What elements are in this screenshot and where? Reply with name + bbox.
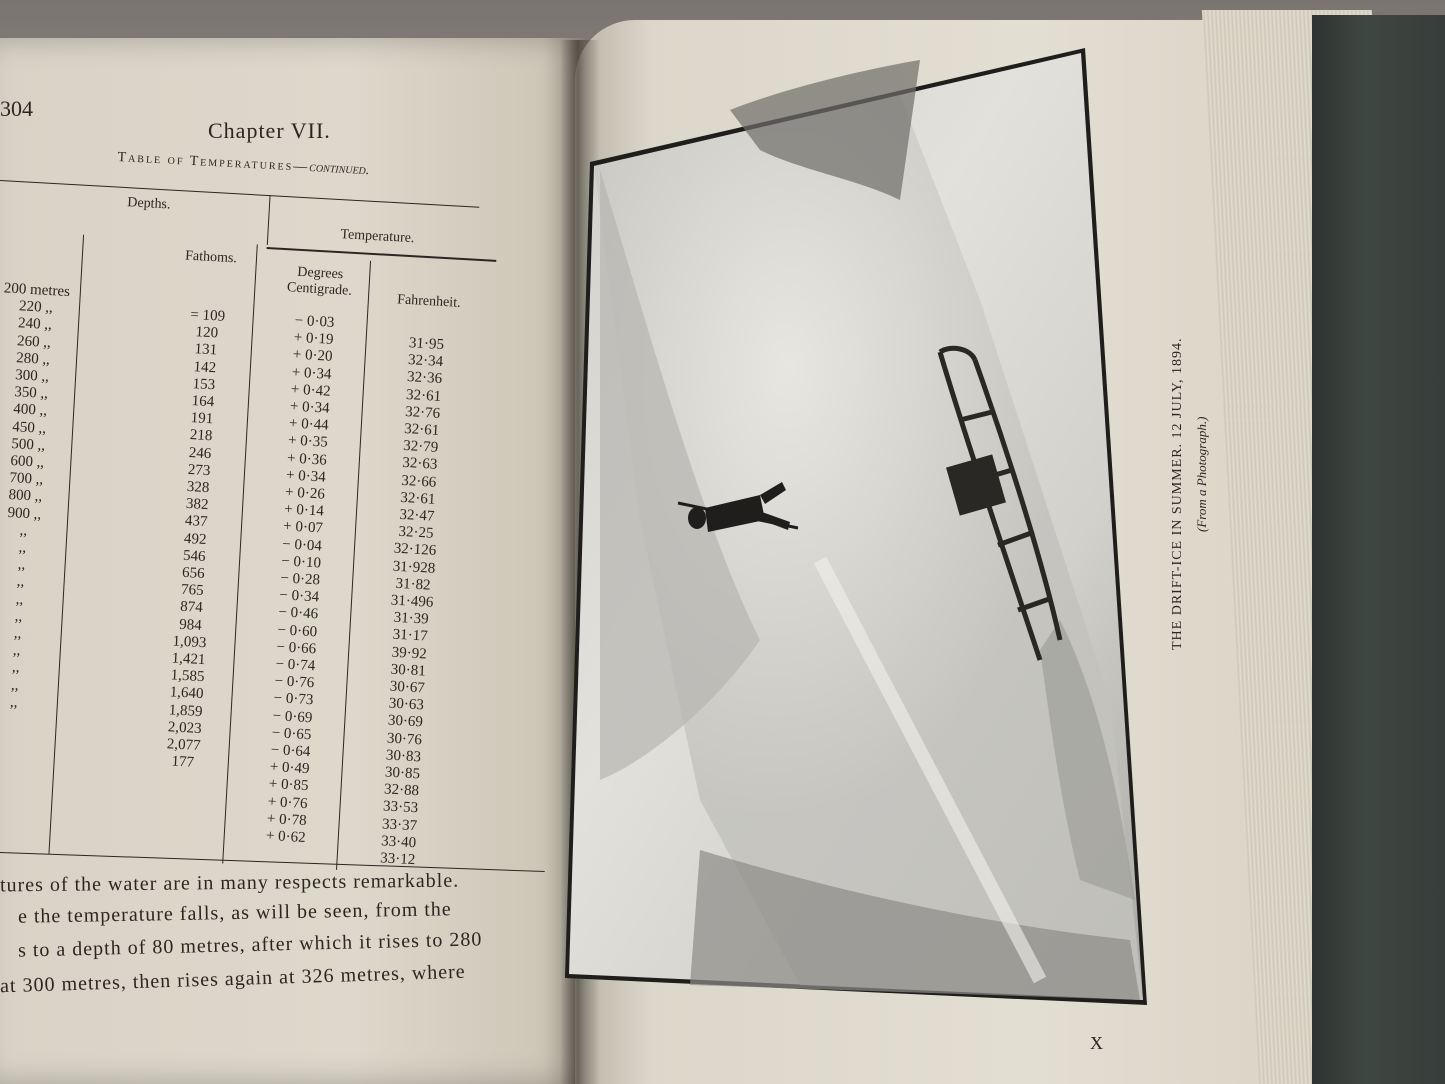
table-title-text: Table of Temperatures—	[117, 150, 310, 176]
paragraph-line: tures of the water are in many respects remarkable.	[0, 869, 460, 897]
centigrade-cell: − 0·69	[272, 707, 313, 726]
paragraph-line: e the temperature falls, as will be seen, from the	[17, 898, 452, 928]
book-gutter	[560, 40, 600, 1084]
header-temperature: Temperature.	[340, 227, 415, 247]
fathoms-cell: 437	[184, 513, 208, 531]
fathoms-cell: 765	[180, 581, 205, 600]
metres-cell: 500 ,,	[10, 435, 46, 454]
fathoms-cell: 131	[194, 341, 218, 359]
centigrade-cell: − 0·74	[275, 656, 316, 675]
centigrade-cell: + 0·78	[266, 810, 308, 829]
fahrenheit-cell: 30·69	[387, 712, 424, 731]
page-number: 304	[0, 96, 33, 121]
fathoms-cell: 1,093	[172, 633, 207, 652]
fahrenheit-cell: 32·63	[401, 455, 438, 474]
centigrade-cell: − 0·64	[270, 742, 311, 761]
fathoms-cell: 153	[192, 375, 216, 394]
centigrade-cell: − 0·10	[280, 553, 322, 572]
centigrade-cell: − 0·60	[277, 621, 318, 640]
metres-cell: ,,	[9, 694, 19, 711]
fathoms-cell: 2,023	[167, 719, 202, 737]
header-degrees-centigrade: Degrees Centigrade.	[286, 264, 353, 299]
fathoms-cell: 382	[185, 496, 209, 514]
fahrenheit-cell: 32·126	[393, 540, 437, 560]
metres-cell: 220 ,,	[18, 298, 54, 317]
fathoms-cell: 218	[189, 427, 213, 445]
fahrenheit-cell: 33·37	[381, 815, 418, 834]
centigrade-cell: + 0·20	[292, 347, 333, 366]
metres-cell: ,,	[16, 573, 25, 591]
centigrade-cell: + 0·34	[289, 398, 331, 417]
fathoms-cell: 1,859	[168, 701, 203, 720]
metres-cell: ,,	[13, 625, 22, 642]
fahrenheit-cell: 32·36	[406, 369, 443, 388]
paragraph-line: at 300 metres, then rises again at 326 metres, where	[0, 960, 466, 998]
fahrenheit-cell: 32·61	[399, 489, 436, 508]
temperature-table	[0, 180, 519, 888]
metres-cell: ,,	[19, 522, 28, 539]
fathoms-cell: 177	[171, 753, 195, 771]
centigrade-cell: + 0·26	[284, 484, 326, 503]
fathoms-cell: 191	[190, 410, 214, 428]
centigrade-cell: − 0·76	[274, 673, 315, 692]
plate-mark: X	[1090, 1033, 1103, 1053]
fahrenheit-cell: 33·40	[380, 833, 417, 852]
centigrade-cell: + 0·34	[291, 364, 332, 383]
centigrade-cell: + 0·19	[293, 329, 334, 349]
paragraph-line: s to a depth of 80 metres, after which it rises to 280	[17, 928, 483, 962]
centigrade-cell: + 0·34	[285, 467, 327, 486]
fathoms-cell: 328	[186, 478, 210, 497]
metres-cell: ,,	[17, 556, 26, 574]
centigrade-cell: + 0·42	[290, 381, 332, 400]
centigrade-cell: − 0·04	[281, 535, 323, 555]
fathoms-cell: 1,421	[171, 650, 206, 669]
centigrade-cell: + 0·49	[269, 759, 310, 778]
centigrade-cell: + 0·14	[283, 501, 325, 520]
fahrenheit-cell: 32·47	[398, 506, 435, 525]
fahrenheit-cell: 31·39	[393, 609, 430, 628]
metres-cell: 600 ,,	[10, 453, 45, 471]
metres-cell: 280 ,,	[15, 349, 51, 368]
fathoms-cell: 984	[178, 616, 203, 634]
centigrade-cell: + 0·85	[268, 776, 309, 795]
fathoms-cell: 164	[191, 393, 215, 411]
temperature-rule	[267, 247, 497, 262]
centigrade-cell: − 0·03	[294, 312, 335, 331]
metres-cell: 400 ,,	[12, 401, 48, 420]
metres-cell: 260 ,,	[16, 332, 52, 351]
fahrenheit-cell: 39·92	[391, 644, 428, 663]
fahrenheit-cell: 30·67	[389, 678, 426, 697]
metres-cell: 200 metres	[3, 280, 71, 301]
fahrenheit-cell: 31·17	[392, 627, 429, 645]
fahrenheit-cell: 30·63	[388, 695, 425, 714]
centigrade-cell: + 0·07	[282, 518, 324, 537]
centigrade-cell: − 0·66	[276, 638, 317, 658]
fahrenheit-cell: 32·76	[404, 403, 441, 422]
metres-cell: ,,	[18, 539, 27, 557]
photo-caption: THE DRIFT-ICE IN SUMMER. 12 JULY, 1894.	[1170, 337, 1185, 650]
metres-cell: ,,	[11, 659, 20, 677]
fahrenheit-cell: 31·82	[395, 575, 431, 594]
fahrenheit-cell: 32·25	[398, 523, 434, 542]
chapter-heading: Chapter VII.	[208, 118, 331, 143]
fahrenheit-cell: 30·85	[384, 764, 421, 783]
centigrade-cell: + 0·35	[287, 432, 329, 452]
fahrenheit-cell: 32·79	[402, 438, 439, 457]
fathoms-cell: 120	[195, 324, 219, 342]
centigrade-cell: − 0·73	[273, 690, 314, 709]
fathoms-cell: = 109	[189, 306, 226, 325]
fahrenheit-cell: 33·53	[382, 798, 419, 817]
fathoms-cell: 656	[181, 564, 206, 583]
metres-cell: 240 ,,	[17, 315, 53, 334]
fahrenheit-cell: 31·496	[390, 592, 434, 611]
fahrenheit-cell: 32·34	[407, 352, 444, 371]
metres-cell: 700 ,,	[9, 470, 44, 489]
centigrade-cell: − 0·46	[277, 604, 319, 623]
metres-cell: 300 ,,	[14, 367, 50, 386]
fahrenheit-cell: 30·76	[386, 730, 423, 749]
fahrenheit-cell: 31·95	[408, 335, 445, 354]
centigrade-cell: − 0·28	[279, 570, 321, 589]
header-fathoms: Fathoms.	[184, 248, 238, 267]
centigrade-cell: − 0·34	[278, 587, 320, 606]
centigrade-cell: + 0·36	[286, 450, 328, 469]
metres-cell: 900 ,,	[7, 504, 42, 523]
fathoms-cell: 2,077	[166, 736, 202, 755]
fathoms-cell: 246	[188, 444, 212, 462]
centigrade-cell: + 0·62	[265, 827, 307, 847]
metres-cell: ,,	[10, 677, 20, 694]
fahrenheit-cell: 33·12	[379, 850, 416, 869]
header-fahrenheit: Fahrenheit.	[396, 292, 461, 311]
metres-cell: 450 ,,	[11, 418, 47, 437]
fathoms-cell: 874	[179, 599, 204, 617]
fahrenheit-cell: 32·88	[383, 781, 420, 800]
fahrenheit-cell: 32·61	[405, 386, 442, 405]
fahrenheit-cell: 31·928	[392, 558, 436, 577]
metres-cell: ,,	[14, 608, 23, 625]
depths-divider	[267, 195, 271, 245]
metres-cell: ,,	[15, 591, 24, 608]
fathoms-cell: 1,585	[170, 667, 205, 686]
metres-cell: 350 ,,	[13, 384, 49, 403]
fathoms-cell: 492	[183, 530, 207, 548]
fathoms-cell: 546	[182, 547, 206, 565]
fathoms-cell: 273	[187, 461, 211, 479]
metres-cell: ,,	[12, 642, 21, 660]
centigrade-cell: − 0·65	[271, 724, 312, 744]
metres-cell: 800 ,,	[8, 487, 43, 506]
table-title-continued: continued.	[308, 160, 370, 179]
photo-caption-source: (From a Photograph.)	[1194, 416, 1209, 532]
centigrade-cell: + 0·44	[288, 415, 330, 434]
fathoms-cell: 1,640	[169, 684, 204, 703]
fahrenheit-cell: 32·66	[400, 472, 437, 491]
centigrade-cell: + 0·76	[267, 793, 308, 812]
fahrenheit-cell: 30·83	[385, 747, 422, 766]
fahrenheit-cell: 32·61	[403, 420, 440, 439]
header-depths: Depths.	[126, 195, 171, 213]
book-cover	[1312, 15, 1445, 1084]
fathoms-cell: 142	[193, 358, 217, 376]
fahrenheit-cell: 30·81	[390, 661, 427, 680]
